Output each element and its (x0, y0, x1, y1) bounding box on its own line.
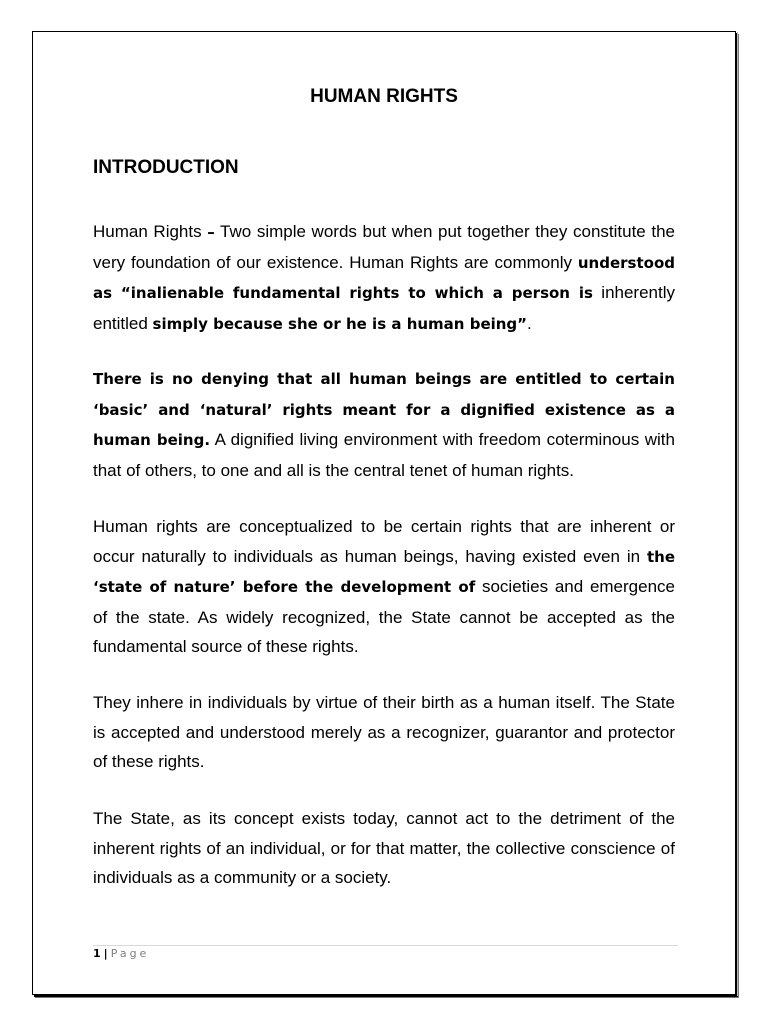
page-label: Page (110, 947, 150, 960)
text-run: A dignified living environment with freedom coterminous with that of others, to one and all is the central tenet of human rights. (93, 430, 675, 480)
text-run: The State, as its concept exists today, cannot act to the detriment of the inherent rights of an individual, or for that matter, the collective conscience of individuals as a community or a society. (93, 809, 675, 887)
page-content-area (32, 31, 736, 995)
bold-text-run: There is no denying that all human beings are entitled to certain ‘basic’ and ‘natural’ rights meant for a dignified existence as a human being. (93, 370, 675, 449)
paragraph-2 (93, 364, 675, 485)
footer-separator: | (103, 947, 108, 960)
text-run: societies and emergence of the state. As widely recognized, the State cannot be accepted as the fundamental source of these rights. (93, 577, 675, 656)
text-run: Human rights are conceptualized to be certain rights that are inherent or occur naturally to individuals as human beings, having existed even in (93, 517, 675, 566)
paragraph-5 (93, 804, 675, 893)
section-heading: INTRODUCTION (93, 157, 239, 178)
bold-text-run: the ‘state of nature’ before the development of (93, 547, 675, 596)
page-footer (93, 947, 149, 960)
text-run: Human Rights (93, 222, 208, 241)
text-run: . (527, 313, 532, 333)
paragraph-4 (93, 688, 675, 777)
bold-text-run: understood as “inalienable fundamental rights to which a person is (93, 253, 675, 302)
text-run: They inhere in individuals by virtue of their birth as a human itself. The State is accepted and understood merely as a recognizer, guarantor and protector of these rights. (93, 693, 675, 771)
bold-text-run: – (207, 223, 215, 241)
paragraph-1 (93, 217, 675, 339)
page-number: 1 (93, 947, 101, 960)
bold-text-run: simply because she or he is a human being” (152, 314, 528, 333)
text-run: Two simple words but when put together they constitute the very foundation of our existence. Human Rights are commonly (93, 222, 676, 272)
paragraph-3 (93, 512, 675, 662)
page-edge-rule (737, 32, 738, 996)
document-title: HUMAN RIGHTS (310, 86, 458, 107)
footer-divider (93, 945, 678, 946)
text-run: inherently entitled (93, 283, 675, 333)
